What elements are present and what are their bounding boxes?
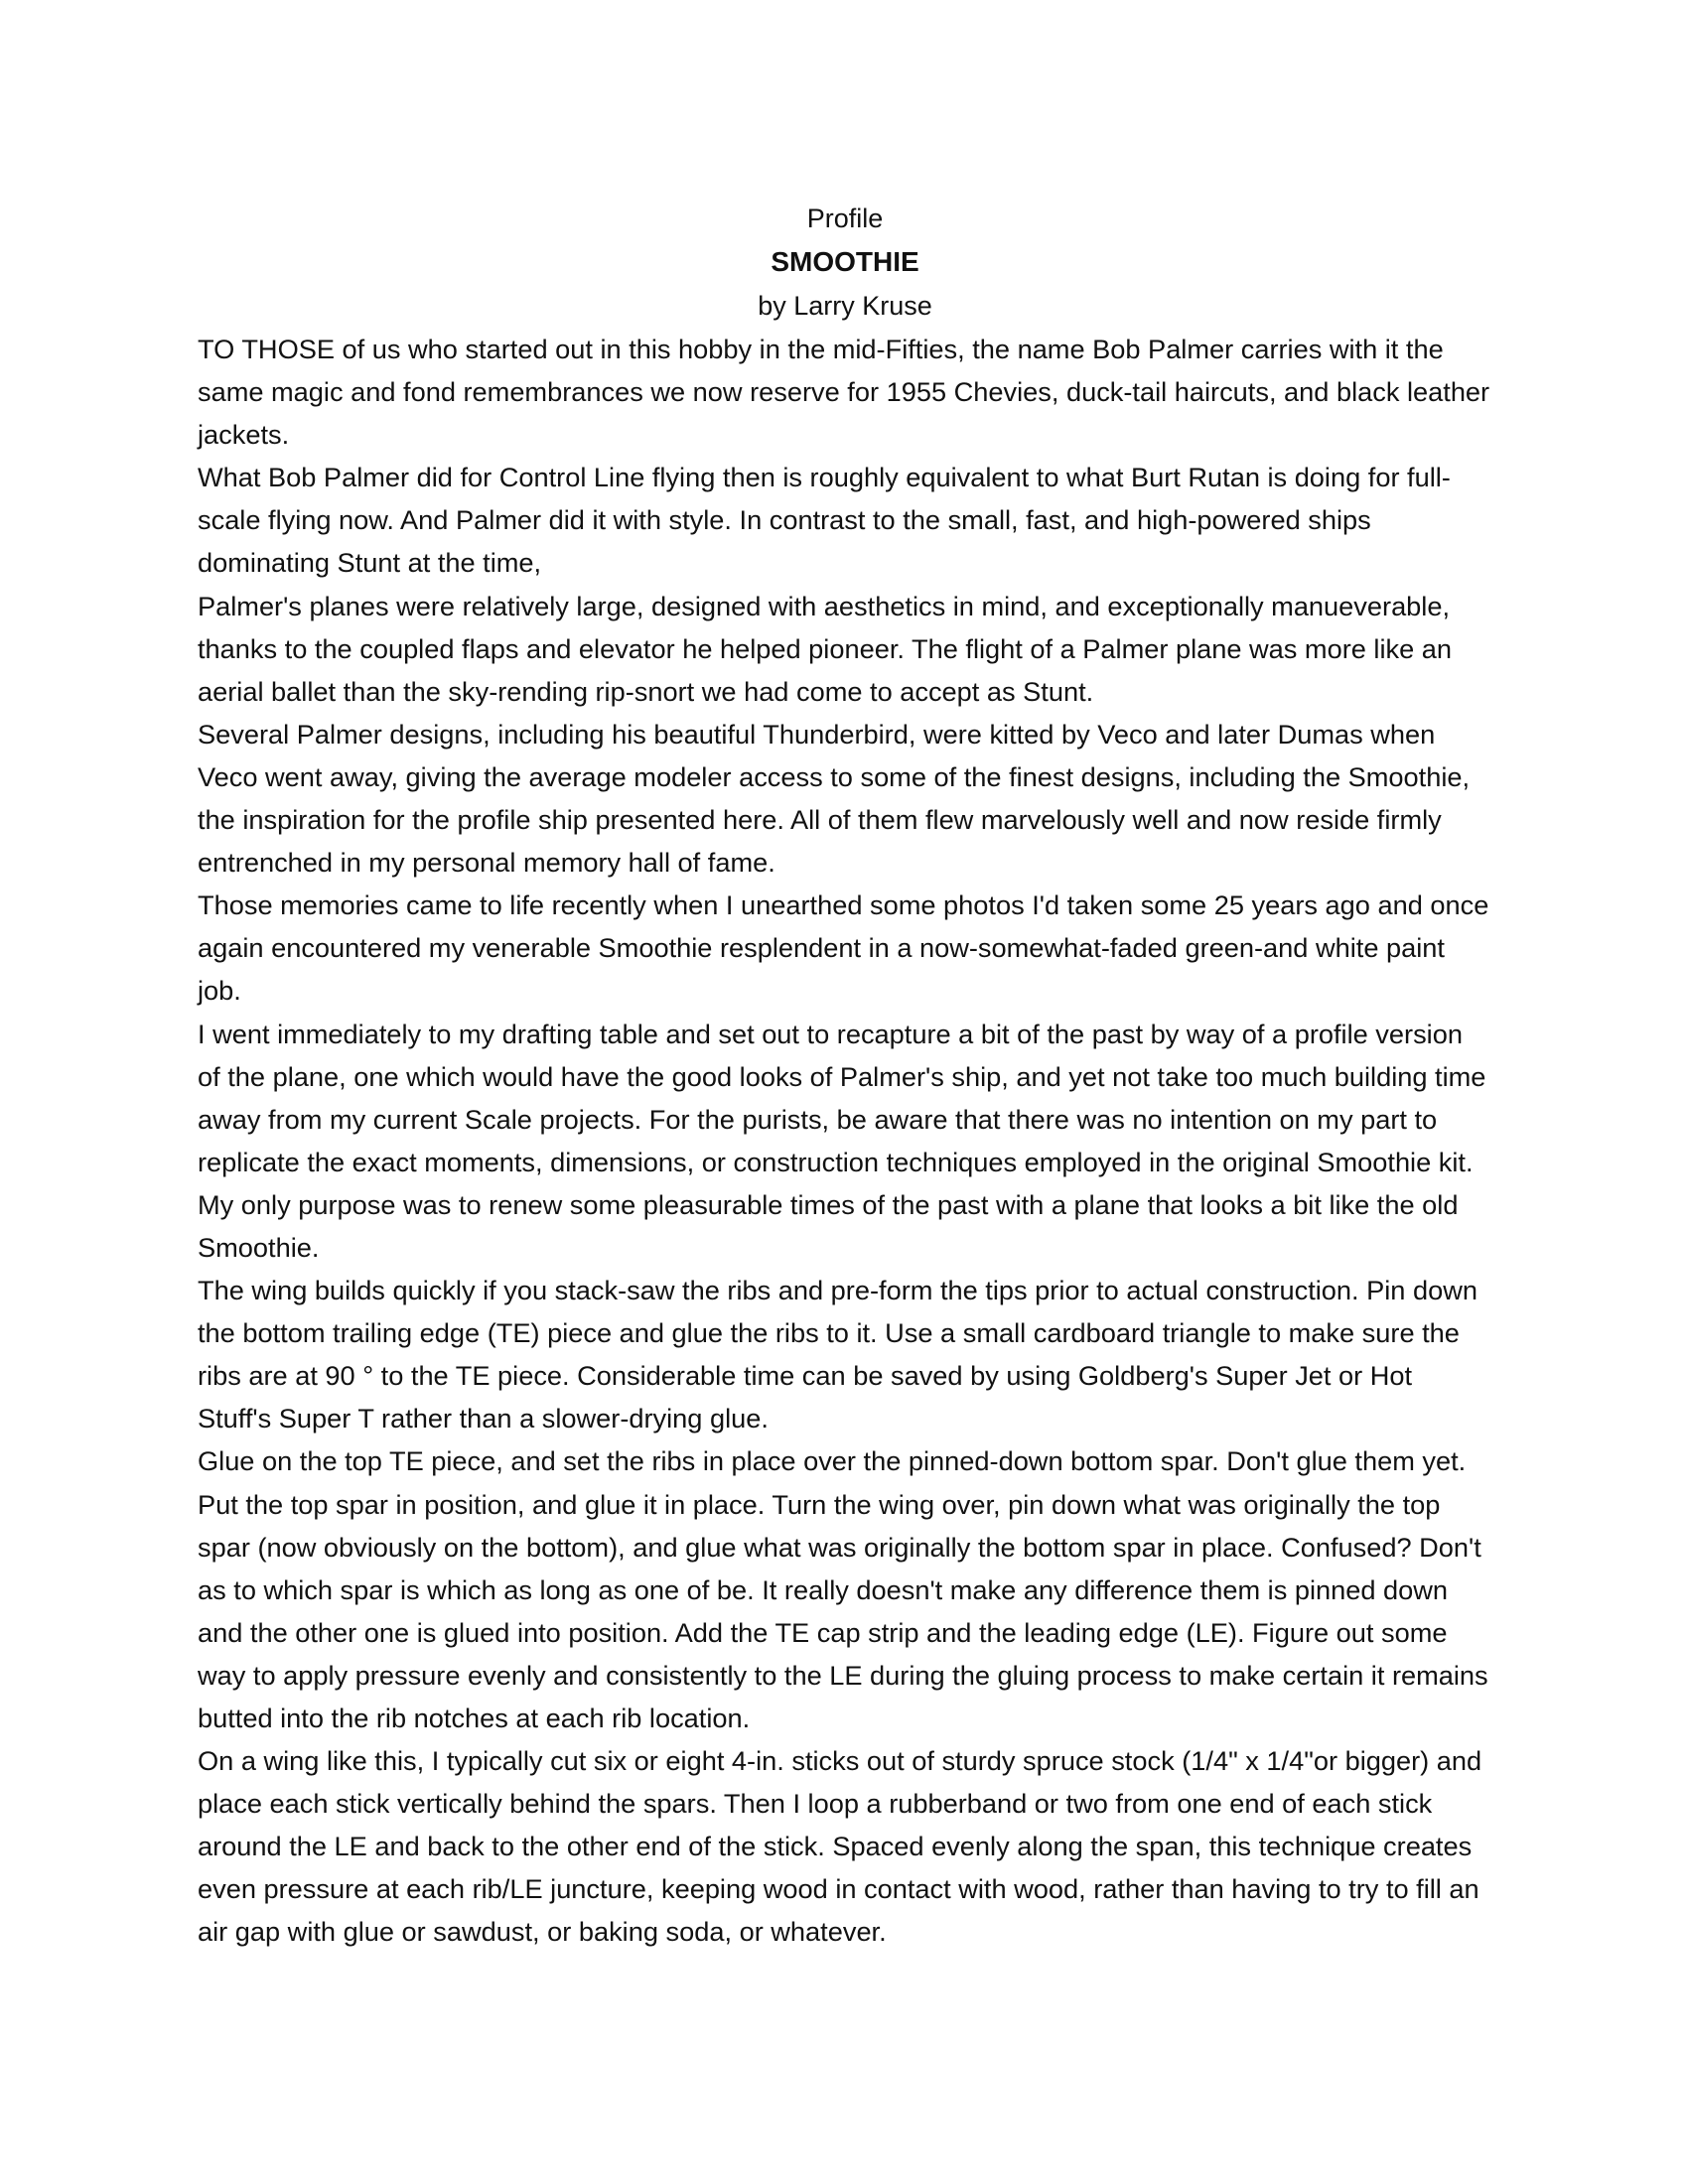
article-header: [198, 197, 1492, 328]
paragraph: Glue on the top TE piece, and set the ribs in place over the pinned-down bottom spar. Don't glue them yet. Put the top spar in position, and glue it in place. Turn the wing over, pin down what was originally the top spar (now obviously on the bottom), and glue what was originally the bottom spar in place. Confused? Don't as to which spar is which as long as one of be. It really doesn't make any difference them is pinned down and the other one is glued into position. Add the TE cap strip and the leading edge (LE). Figure out some way to apply pressure evenly and consistently to the LE during the gluing process to make certain it remains butted into the rib notches at each rib location.: [198, 1445, 1488, 1733]
article-title: SMOOTHIE: [771, 246, 919, 277]
paragraph: Several Palmer designs, including his beautiful Thunderbird, were kitted by Veco and later Dumas when Veco went away, giving the average modeler access to some of the finest designs, including the Smoothie, the inspiration for the profile ship presented here. All of them flew marvelously well and now reside firmly entrenched in my personal memory hall of fame.: [198, 718, 1471, 879]
paragraph: I went immediately to my drafting table and set out to recapture a bit of the past by way of a profile version of the plane, one which would have the good looks of Palmer's ship, and yet not take too much building time away from my current Scale projects. For the purists, be aware that there was no intention on my part to replicate the exact moments, dimensions, or construction techniques employed in the original Smoothie kit. My only purpose was to renew some pleasurable times of the past with a plane that looks a bit like the old Smoothie.: [198, 1018, 1486, 1263]
paragraph: TO THOSE of us who started out in this hobby in the mid-Fifties, the name Bob Palmer carries with it the same magic and fond remembrances we now reserve for 1955 Chevies, duck-tail haircuts, and black leather jackets.: [198, 334, 1490, 451]
paragraph: What Bob Palmer did for Control Line flying then is roughly equivalent to what Burt Rutan is doing for full-scale flying now. And Palmer did it with style. In contrast to the small, fast, and high-powered ships dominating Stunt at the time,: [198, 462, 1451, 579]
article-body: [198, 328, 1492, 1954]
article-kicker: Profile: [806, 204, 884, 233]
paragraph: On a wing like this, I typically cut six or eight 4-in. sticks out of sturdy spruce stock (1/4" x 1/4"or bigger) and place each stick vertically behind the spars. Then I loop a rubberband or two from one end of each stick around the LE and back to the other end of the stick. Spaced evenly along the span, this technique creates even pressure at each rib/LE juncture, keeping wood in contact with wood, rather than having to try to fill an air gap with glue or sawdust, or baking soda, or whatever.: [198, 1745, 1482, 1948]
paragraph: The wing builds quickly if you stack-saw the ribs and pre-form the tips prior to actual construction. Pin down the bottom trailing edge (TE) piece and glue the ribs to it. Use a small cardboard triangle to make sure the ribs are at 90 ° to the TE piece. Considerable time can be saved by using Goldberg's Super Jet or Hot Stuff's Super T rather than a slower-drying glue.: [198, 1275, 1477, 1434]
paragraph: Palmer's planes were relatively large, designed with aesthetics in mind, and exceptionally manueverable, thanks to the coupled flaps and elevator he helped pioneer. The flight of a Palmer plane was more like an aerial ballet than the sky-rending rip-snort we had come to accept as Stunt.: [198, 590, 1453, 707]
document-page: [198, 197, 1492, 1954]
article-byline: by Larry Kruse: [758, 291, 932, 321]
paragraph: Those memories came to life recently when I unearthed some photos I'd taken some 25 years ago and once again encountered my venerable Smoothie resplendent in a now-somewhat-faded green-and white paint job.: [198, 889, 1489, 1007]
